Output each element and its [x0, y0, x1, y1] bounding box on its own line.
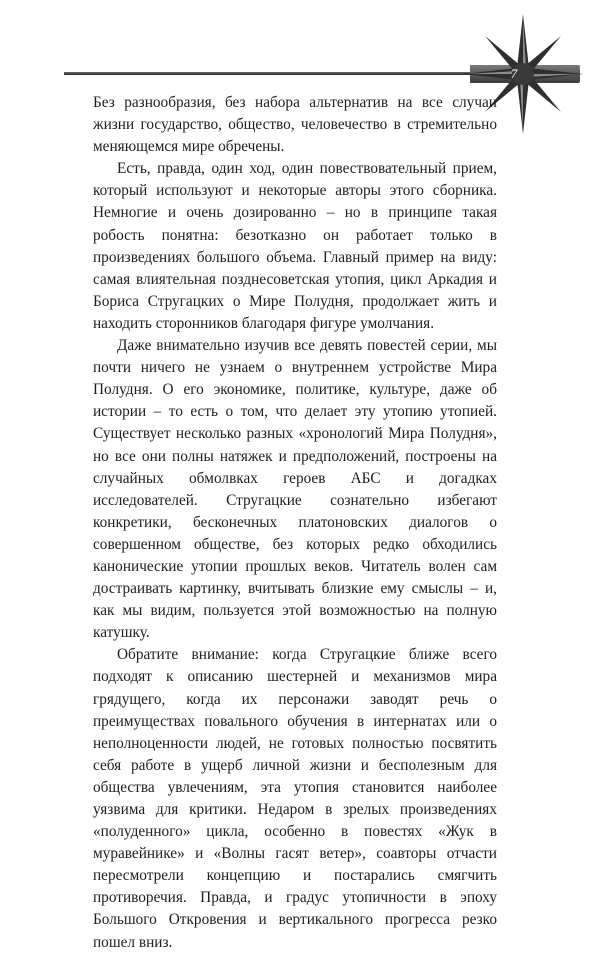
page-number: 7: [510, 66, 518, 81]
paragraph: Есть, правда, один ход, один повествовательный прием, который используют и некоторые авторы этого сборника. Немногие и очень дозированно – но в принципе такая робость понятна: безотказно он работает только в произведениях большого объема. Главный пример на виду: самая влиятельная позднесоветская утопия, цикл Аркадия и Бориса Стругацких о Мире Полудня, продолжает жить и находить сторонников благодаря фигуре умолчания.: [93, 160, 497, 332]
paragraph: Даже внимательно изучив все девять повестей серии, мы почти ничего не узнаем о внутреннем устройстве Мира Полудня. О его экономике, политике, культуре, даже об истории – то есть о том, что делает эту утопию утопией. Существует несколько разных «хронологий Мира Полудня», но все они полны натяжек и предположений, построены на случайных обмолвках героев АБС и догадках исследователей. Стругацкие сознательно избегают конкретики, бесконечных платоновских диалогов о совершенном обществе, без которых редко обходились канонические утопии прошлых веков. Читатель волен сам достраивать картинку, вчитывать близкие ему смыслы – и, как мы видим, пользуется этой возможностью на полную катушку.: [93, 337, 497, 642]
header-rule: [64, 72, 472, 75]
paragraph: Обратите внимание: когда Стругацкие ближе всего подходят к описанию шестерней и механизмов мира грядущего, когда их персонажи заводят речь о преимуществах повального обучения в интернатах или о неполноценности людей, не готовых полностью посвятить себя работе в ущерб личной жизни и бесполезным для общества увлечениям, эта утопия становится наиболее уязвима для критики. Недаром в зрелых произведениях «полуденного» цикла, особенно в повестях «Жук в муравейнике» и «Волны гасят ветер», соавторы отчасти пересмотрели концепцию и постарались смягчить противоречия. Правда, и градус утопичности в эпоху Большого Откровения и вертикального прогресса резко пошел вниз.: [93, 646, 497, 951]
paragraph: Без разнообразия, без набора альтернатив на все случаи жизни государство, общество, человечество в стремительно меняющемся мире обречены.: [93, 94, 497, 156]
body-text: [93, 92, 497, 954]
